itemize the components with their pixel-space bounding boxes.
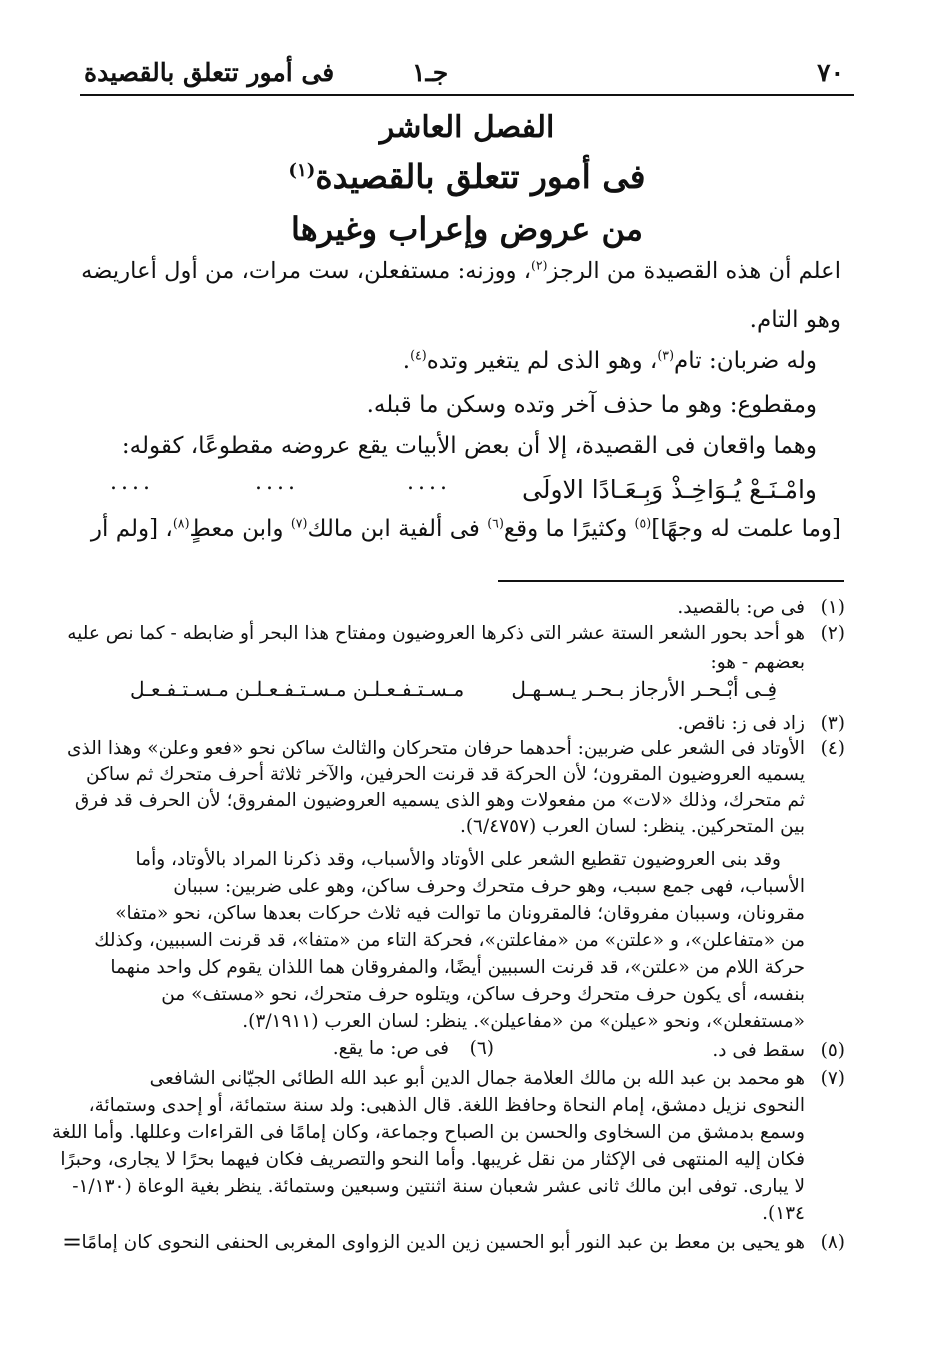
footnote-line: من «متفاعلن»، و «علتن» من «مفاعلتن»، فحركة التاء من «متفا»، قد قرنت السببين، وكذلك bbox=[94, 930, 805, 951]
running-title: فى أمور تتعلق بالقصيدة bbox=[84, 58, 335, 87]
footnote-line: الأسباب، فهى جمع سبب، وهو حرف متحرك وحرف ساكن، وهو على ضربين: سببان bbox=[173, 876, 805, 897]
footnote-ref-5: (٥) bbox=[634, 515, 652, 531]
footnote-ref-3: (٣) bbox=[657, 347, 674, 363]
body-text: ، وهو الذى لم يتغير وتده bbox=[426, 348, 658, 374]
body-line bbox=[403, 348, 817, 374]
footnote-line: الأوتاد فى الشعر على ضربين: أحدهما حرفان متحركان والثالث ساكن نحو «فعو وعلن» وهذا الذى bbox=[66, 738, 805, 759]
chapter-heading: الفصل العاشر bbox=[379, 110, 555, 145]
footnote-line: هو يحيى بن معط بن عبد النور أبو الحسين زين الدين الزواوى المغربى الحنفى النحوى كان إمامًا bbox=[81, 1232, 805, 1253]
footnote-line: فى ص: بالقصيد. bbox=[677, 597, 805, 618]
footnote-number: (٨) bbox=[820, 1232, 845, 1253]
body-line: وهما واقعان فى القصيدة، إلا أن بعض الأبيات يقع عروضه مقطوعًا، كقوله: bbox=[121, 433, 817, 459]
footnote-ref-6: (٦) bbox=[487, 515, 504, 531]
body-text: [وما علمت له وجهًا] bbox=[651, 516, 841, 542]
footnote-ref-4: (٤) bbox=[410, 347, 427, 363]
footnote-number: (٣) bbox=[820, 713, 845, 734]
verse-ellipsis: .... bbox=[255, 470, 299, 495]
footnote-line: فكان إليه المنتهى فى الإكثار من نقل غريبها. وأما النحو والتصريف فكان فيهما بحرًا لا يجارى، وحبرًا bbox=[60, 1149, 805, 1170]
footnote-number: (١) bbox=[820, 597, 845, 618]
footnote-line: بين المتحركين. ينظر: لسان العرب (٦/٤٧٥٧). bbox=[459, 816, 805, 837]
footnote-line: مقرونان، وسببان مفروقان؛ فالمقرونان ما توالت فيه ثلاث حركات بعدها ساكن، نحو «متفا» bbox=[115, 903, 805, 924]
body-text: وكثيرًا ما وقع bbox=[503, 516, 635, 542]
page-number: ٧٠ bbox=[817, 58, 844, 87]
footnote-line: حركة اللام من «علتن»، قد قرنت السببين أيضًا، والمفروقان هما اللذان يقوم كل واحد منهما bbox=[110, 957, 805, 978]
body-text: وله ضربان: تام bbox=[674, 348, 817, 374]
footnote-number: (٦) bbox=[469, 1038, 494, 1059]
footnote-line: وقد بنى العروضيون تقطيع الشعر على الأوتاد والأسباب، وقد ذكرنا المراد بالأوتاد، وأما bbox=[135, 849, 781, 870]
footnote-line: يسميه العروضيون المقرون؛ لأن الحركة قد قرنت الحرفين، والآخر ثلاثة أحرف متحرك ثم ساكن bbox=[86, 764, 805, 785]
footnote-line: هو أحد بحور الشعر الستة عشر التى ذكرها العروضيون ومفتاح هذا البحر أو ضابطه - كما نص عليه bbox=[67, 623, 805, 644]
footnote-line: فى ص: ما يقع. bbox=[332, 1038, 449, 1059]
footnote-line: زاد فى ز: ناقص. bbox=[677, 713, 805, 734]
body-line bbox=[91, 516, 841, 542]
verse-ellipsis: .... bbox=[407, 470, 451, 495]
chapter-title bbox=[80, 157, 854, 196]
footnote-ref-7: (٧) bbox=[290, 515, 308, 531]
header-divider bbox=[80, 94, 854, 96]
body-line: وهو التام. bbox=[749, 307, 841, 333]
chapter-title-text: فى أمور تتعلق بالقصيدة bbox=[315, 157, 646, 196]
body-text: اعلم أن هذه القصيدة من الرجز bbox=[547, 258, 841, 284]
running-header bbox=[82, 54, 852, 94]
continuation-mark: = bbox=[62, 1228, 83, 1256]
footnote-line: ١٣٤). bbox=[762, 1203, 805, 1224]
verse-line: وامْـنَـعْ يُـوَاخِـذْ وَبِـعَـادًا الاولَى bbox=[522, 475, 817, 504]
footnote-line: سقط فى د. bbox=[712, 1040, 805, 1061]
body-text: ، [ولم أر bbox=[90, 516, 173, 542]
chapter-subtitle: من عروض وإعراب وغيرها bbox=[290, 210, 644, 248]
footnote-line: بنفسه، أى يكون حرف متحرك وحرف ساكن، ويتلوه حرف متحرك، نحو «مستف» من bbox=[161, 984, 805, 1005]
footnote-number: (٤) bbox=[820, 738, 845, 759]
body-text: فى ألفية ابن مالك bbox=[307, 516, 488, 542]
body-text: وابن معطٍ bbox=[189, 516, 291, 542]
footnote-number: (٥) bbox=[820, 1040, 845, 1061]
volume-label: جـ١ bbox=[412, 58, 449, 87]
footnote-verse: مـسـتـفـعـلـن مـسـتـفـعـلـن مـسـتـفـعـل bbox=[130, 677, 465, 701]
body-line bbox=[81, 258, 841, 284]
footnote-divider bbox=[498, 580, 844, 582]
footnote-line: وسمع بدمشق من السخاوى والحسن بن الصباح وجماعة، وكان إمامًا فى القراءات وعللها. وأما اللغة bbox=[51, 1122, 805, 1143]
body-line: ومقطوع: وهو ما حذف آخر وتده وسكن ما قبله. bbox=[366, 392, 817, 418]
body-text: . bbox=[402, 348, 411, 374]
footnote-line: هو محمد بن عبد الله بن مالك العلامة جمال الدين أبو عبد الله الطائى الجيّانى الشافعى bbox=[149, 1068, 805, 1089]
footnote-ref-1: (١) bbox=[288, 160, 316, 181]
footnote-ref-8: (٨) bbox=[172, 515, 190, 531]
footnote-line: لا يبارى. توفى ابن مالك ثانى عشر شعبان سنة اثنتين وسبعين وستمائة. ينظر بغية الوعاة (١/١٣٠- bbox=[72, 1176, 805, 1197]
verse-ellipsis: .... bbox=[110, 470, 154, 495]
footnote-verse: فِـى أبْـحـر الأرجاز بـحـر يـسـهـل bbox=[511, 677, 777, 701]
footnote-ref-2: (٢) bbox=[531, 257, 548, 273]
footnote-line: «مستفعلن»، ونحو «عيلن» من «مفاعيلن». ينظر: لسان العرب (٣/١٩١١). bbox=[242, 1011, 805, 1032]
footnote-line: بعضهم - هو: bbox=[710, 652, 805, 673]
footnote-line: ثم متحرك، وذلك «لات» من مفعولات وهو الذى يسميه العروضيون المفروق؛ لأن الحرف قد فرق bbox=[74, 790, 805, 811]
footnote-number: (٢) bbox=[820, 623, 845, 644]
footnote-number: (٧) bbox=[820, 1068, 845, 1089]
footnote-line: النحوى نزيل دمشق، إمام النحاة وحافظ اللغة. قال الذهبى: ولد سنة ستمائة، أو إحدى وستمائة، bbox=[88, 1095, 805, 1116]
body-text: ، ووزنه: مستفعلن، ست مرات، من أول أعاريضه bbox=[81, 258, 532, 284]
